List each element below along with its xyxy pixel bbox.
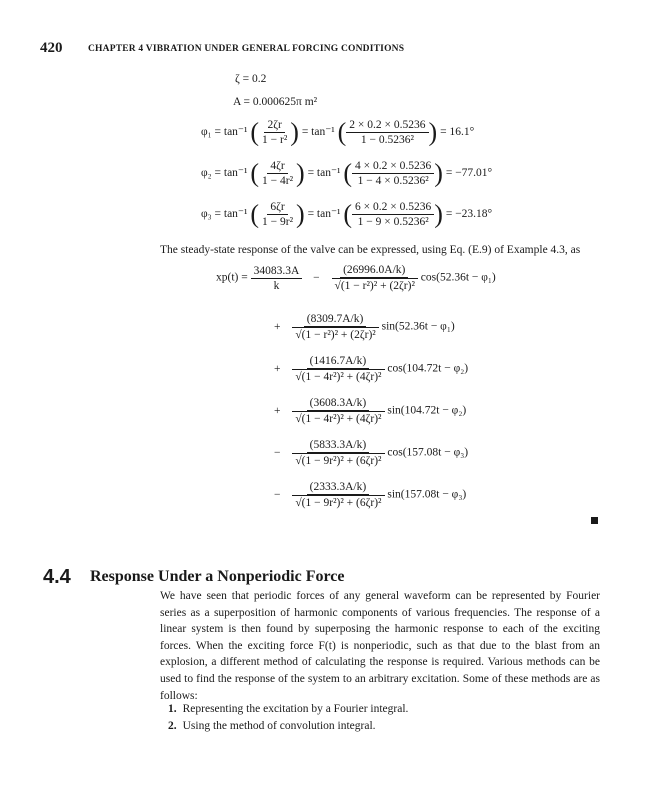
term5-sign: − [274, 446, 281, 459]
term4-sign: + [274, 404, 281, 417]
response-term-4 [274, 397, 466, 425]
response-lhs: xp(t) = [216, 271, 248, 284]
phi3-lhs: φ₃ = tan⁻¹ [201, 208, 248, 221]
term4-den: √(1 − 4r²)² + (4ζr)² [292, 411, 384, 425]
term0-num: 34083.3A [251, 265, 303, 279]
term3-sign: + [274, 362, 281, 375]
term2-trig: sin(52.36t − φ₁) [381, 320, 455, 333]
list-text: Representing the excitation by a Fourier integral. [182, 703, 409, 715]
term6-trig: sin(157.08t − φ₃) [387, 488, 467, 501]
zeta-equation: ζ = 0.2 [235, 73, 267, 85]
phi3-mid: = tan⁻¹ [307, 208, 341, 221]
term4-trig: sin(104.72t − φ₂) [387, 404, 467, 417]
phi3-den1: 1 − 9r² [262, 216, 294, 228]
term6-sign: − [274, 488, 281, 501]
response-term-3 [274, 355, 468, 383]
list-marker: 2. [168, 720, 177, 732]
term4-num: (3608.3A/k) [307, 397, 370, 411]
phi3-equation: φ₃ = tan⁻¹ ( $\frac{6\zeta r}{\text{1 − 9r²}}$ ) = tan⁻¹ ( $\frac{6 \times 0.2 \times 0.5236}{\text{1 − 9 × 0.5236²}}$ ) = −23.18° [201, 199, 493, 229]
phi2-mid: = tan⁻¹ [307, 167, 341, 180]
phi1-den1: 1 − r² [262, 134, 288, 146]
list-item [168, 703, 408, 715]
section-paragraph: We have seen that periodic forces of any general waveform can be represented by Fourier series as a superposition of harmonic components of various frequencies. The response of a linear system is then found by superposing the harmonic response to each of the exciting forces. When the exciting force F(t) is nonperiodic, such as that due to the blast from an explosion, a different method of calculating the response is required. Various methods can be used to find the response of the system to an arbitrary excitation. Some of these methods are as follows: [160, 590, 600, 702]
response-term-6 [274, 481, 466, 509]
phi1-den2: 1 − 0.5236² [360, 134, 414, 146]
term5-den: √(1 − 9r²)² + (6ζr)² [292, 453, 384, 467]
phi2-num2: 4 × 0.2 × 0.5236 [352, 160, 434, 174]
term1-trig: cos(52.36t − φ₁) [420, 271, 496, 284]
list-item [168, 720, 376, 732]
response-term-5 [274, 439, 468, 467]
list-marker: 1. [168, 703, 177, 715]
phi3-num2: 6 × 0.2 × 0.5236 [352, 201, 434, 215]
term2-sign: + [274, 320, 281, 333]
term0-den: k [273, 279, 280, 292]
running-title: CHAPTER 4 VIBRATION UNDER GENERAL FORCING CONDITIONS [88, 44, 405, 54]
term5-num: (5833.3A/k) [307, 439, 370, 453]
section-title: Response Under a Nonperiodic Force [90, 568, 345, 585]
term5-trig: cos(157.08t − φ₃) [387, 446, 469, 459]
phi2-lhs: φ₂ = tan⁻¹ [201, 167, 248, 180]
response-term-2 [274, 313, 455, 341]
amplitude-equation: A = 0.000625π m² [233, 96, 318, 108]
list-text: Using the method of convolution integral. [182, 720, 376, 732]
phi3-result: = −23.18° [445, 208, 493, 221]
phi1-mid: = tan⁻¹ [301, 126, 335, 139]
phi2-num1: 4ζr [267, 160, 287, 174]
steady-state-intro: The steady-state response of the valve can be expressed, using Eq. (E.9) of Example 4.3, as [160, 244, 581, 256]
term1-den: √(1 − r²)² + (2ζr)² [332, 278, 418, 292]
phi1-equation: φ₁ = tan⁻¹ ( $\frac{2\zeta r}{\text{1 − r²}}$ ) = tan⁻¹ ( $\frac{2 \times 0.2 \times 0.5236}{\text{1 − 0.5236²}}$ ) = 16.1° [201, 117, 475, 147]
term1-num: (26996.0A/k) [340, 264, 408, 278]
end-of-example-square [591, 517, 598, 524]
term1-sign: − [313, 271, 320, 284]
term6-den: √(1 − 9r²)² + (6ζr)² [292, 495, 384, 509]
phi2-result: = −77.01° [445, 167, 493, 180]
phi2-den2: 1 − 4 × 0.5236² [357, 175, 429, 187]
term2-den: √(1 − r²)² + (2ζr)² [292, 327, 378, 341]
phi1-num2: 2 × 0.2 × 0.5236 [346, 119, 428, 133]
phi1-num1: 2ζr [264, 119, 284, 133]
phi2-den1: 1 − 4r² [262, 175, 294, 187]
term2-num: (8309.7A/k) [304, 313, 367, 327]
term3-den: √(1 − 4r²)² + (4ζr)² [292, 369, 384, 383]
term3-trig: cos(104.72t − φ₂) [387, 362, 469, 375]
section-number: 4.4 [43, 566, 71, 588]
response-line-1 [216, 264, 496, 292]
phi1-lhs: φ₁ = tan⁻¹ [201, 126, 248, 139]
page-number: 420 [40, 40, 63, 56]
phi3-den2: 1 − 9 × 0.5236² [357, 216, 429, 228]
phi1-result: = 16.1° [440, 126, 475, 139]
term6-num: (2333.3A/k) [307, 481, 370, 495]
phi3-num1: 6ζr [267, 201, 287, 215]
phi2-equation: φ₂ = tan⁻¹ ( $\frac{4\zeta r}{\text{1 − 4r²}}$ ) = tan⁻¹ ( $\frac{4 \times 0.2 \times 0.5236}{\text{1 − 4 × 0.5236²}}$ ) = −77.01° [201, 158, 493, 188]
term3-num: (1416.7A/k) [307, 355, 370, 369]
